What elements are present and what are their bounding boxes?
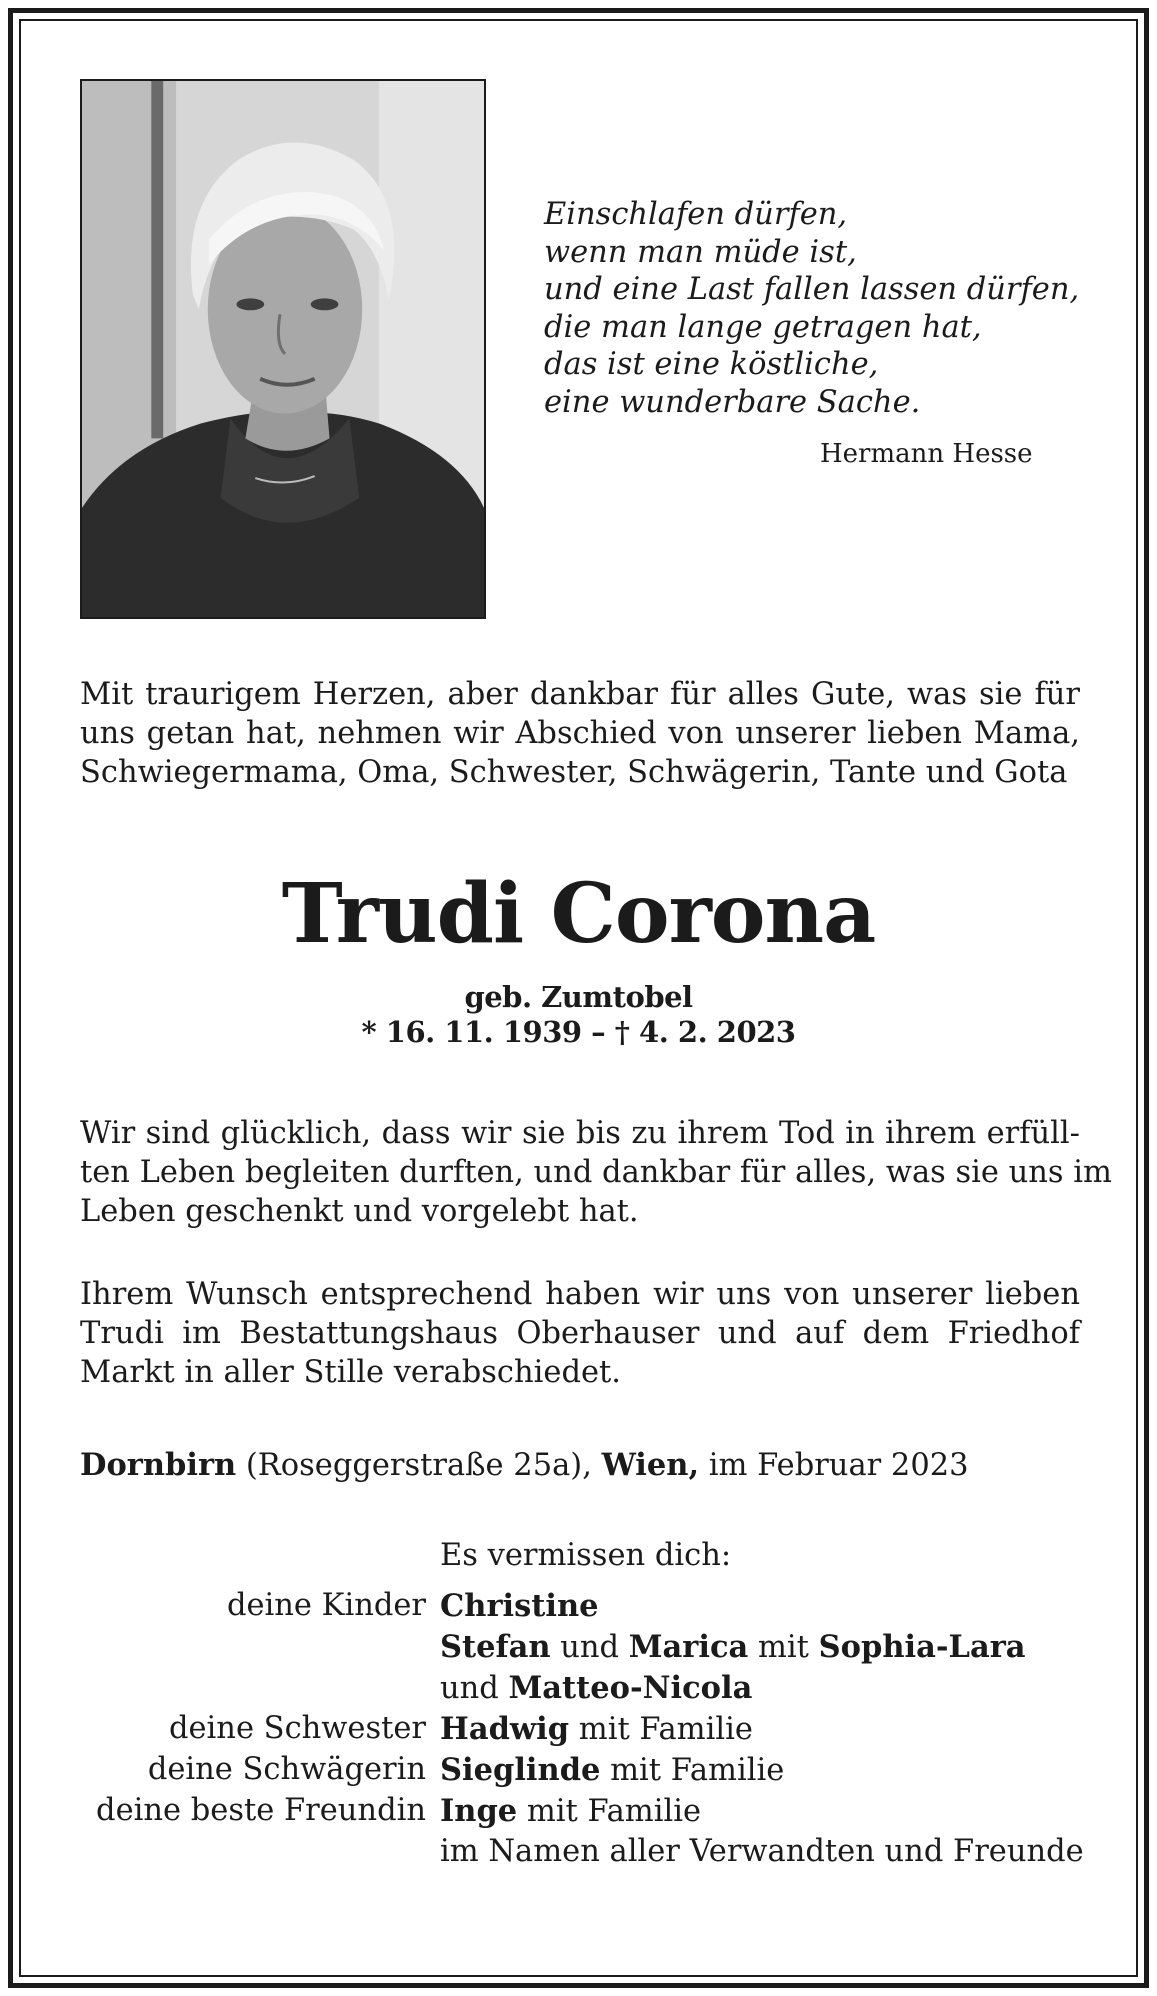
paragraph-line: Trudi im Bestattungshaus Oberhauser und auf dem Friedhof	[80, 1316, 1080, 1351]
mourner-relation	[80, 1627, 426, 1668]
mourner-relation: deine Schwester	[168, 1711, 426, 1746]
mourner-names	[426, 1709, 753, 1750]
mourner-text: und	[440, 1671, 509, 1706]
paragraph-line: ten Leben begleiten durften, und dankbar für alles, was sie uns im	[80, 1155, 1112, 1190]
paragraph-line: Leben geschenkt und vorgelebt hat.	[80, 1194, 639, 1229]
mourner-name: Christine	[440, 1588, 599, 1624]
address: (Roseggerstraße 25a),	[236, 1448, 602, 1483]
poem-line: wenn man müde ist,	[544, 234, 857, 270]
place-date-line	[80, 1446, 969, 1485]
mourner-row	[80, 1709, 1140, 1750]
mourner-row	[80, 1832, 1140, 1872]
city-dornbirn: Dornbirn	[80, 1447, 237, 1483]
birth-name: geb. Zumtobel	[464, 980, 693, 1014]
intro-line: Mit traurigem Herzen, aber dankbar für alles Gute, was sie für	[80, 677, 1080, 712]
farewell-paragraph	[80, 1275, 1080, 1392]
mourner-text: mit Familie	[600, 1753, 785, 1788]
mourner-names	[426, 1668, 752, 1709]
intro-paragraph	[80, 675, 1080, 792]
mourner-row	[80, 1791, 1140, 1832]
paragraph-line: Ihrem Wunsch entsprechend haben wir uns von unserer lieben	[80, 1277, 1080, 1312]
city-wien: Wien,	[601, 1447, 700, 1483]
mourner-row	[80, 1750, 1140, 1791]
intro-line: uns getan hat, nehmen wir Abschied von unserer lieben Mama,	[80, 716, 1080, 751]
mourner-relation	[80, 1668, 426, 1709]
paragraph-line: Wir sind glücklich, dass wir sie bis zu ihrem Tod in ihrem erfüll-	[80, 1116, 1080, 1151]
paragraph-line: Markt in aller Stille verabschiedet.	[80, 1355, 621, 1390]
life-dates: * 16. 11. 1939 – † 4. 2. 2023	[361, 1015, 796, 1049]
intro-line: Schwiegermama, Oma, Schwester, Schwägerin, Tante und Gota	[80, 755, 1068, 790]
mourner-text: mit Familie	[569, 1712, 753, 1747]
mourner-names	[426, 1750, 784, 1791]
poem-line: das ist eine köstliche,	[544, 347, 879, 382]
mourner-name: Stefan	[440, 1629, 551, 1665]
mourner-name: Sophia-Lara	[818, 1629, 1026, 1665]
mourner-row	[80, 1586, 1140, 1627]
mourner-name: Hadwig	[440, 1711, 570, 1747]
mourners-heading: Es vermissen dich:	[440, 1538, 732, 1573]
mourner-name: Marica	[628, 1629, 749, 1665]
mourner-names	[426, 1791, 701, 1832]
mourner-text: mit Familie	[517, 1794, 702, 1829]
deceased-name: Trudi Corona	[281, 866, 876, 962]
poem-author: Hermann Hesse	[820, 439, 1033, 469]
poem-line: Einschlafen dürfen,	[544, 197, 848, 232]
mourner-relation: deine Kinder	[226, 1588, 426, 1623]
mourner-row	[80, 1668, 1140, 1709]
mourner-names	[426, 1627, 1026, 1668]
date: im Februar 2023	[699, 1448, 969, 1483]
mourner-text: und	[550, 1630, 629, 1665]
mourner-text: im Namen aller Verwandten und Freunde	[440, 1834, 1084, 1869]
gratitude-paragraph	[80, 1114, 1112, 1231]
mourner-relation: deine Schwägerin	[147, 1752, 426, 1787]
mourner-relation	[80, 1832, 426, 1872]
mourners-list	[80, 1586, 1140, 1872]
mourner-row	[80, 1627, 1140, 1668]
poem	[544, 196, 1104, 421]
mourner-name: Inge	[440, 1793, 518, 1829]
mourner-text: mit	[748, 1630, 819, 1665]
portrait-photo	[80, 79, 486, 619]
poem-line: eine wunderbare Sache.	[544, 384, 921, 420]
poem-line: die man lange getragen hat,	[544, 309, 982, 345]
portrait-illustration	[82, 81, 484, 617]
mourner-relation: deine beste Freundin	[96, 1793, 426, 1828]
poem-line: und eine Last fallen lassen dürfen,	[544, 272, 1080, 307]
mourner-name: Sieglinde	[440, 1752, 601, 1788]
mourner-names	[426, 1832, 1084, 1872]
mourner-name: Matteo-Nicola	[508, 1670, 753, 1706]
mourner-names	[426, 1586, 599, 1627]
